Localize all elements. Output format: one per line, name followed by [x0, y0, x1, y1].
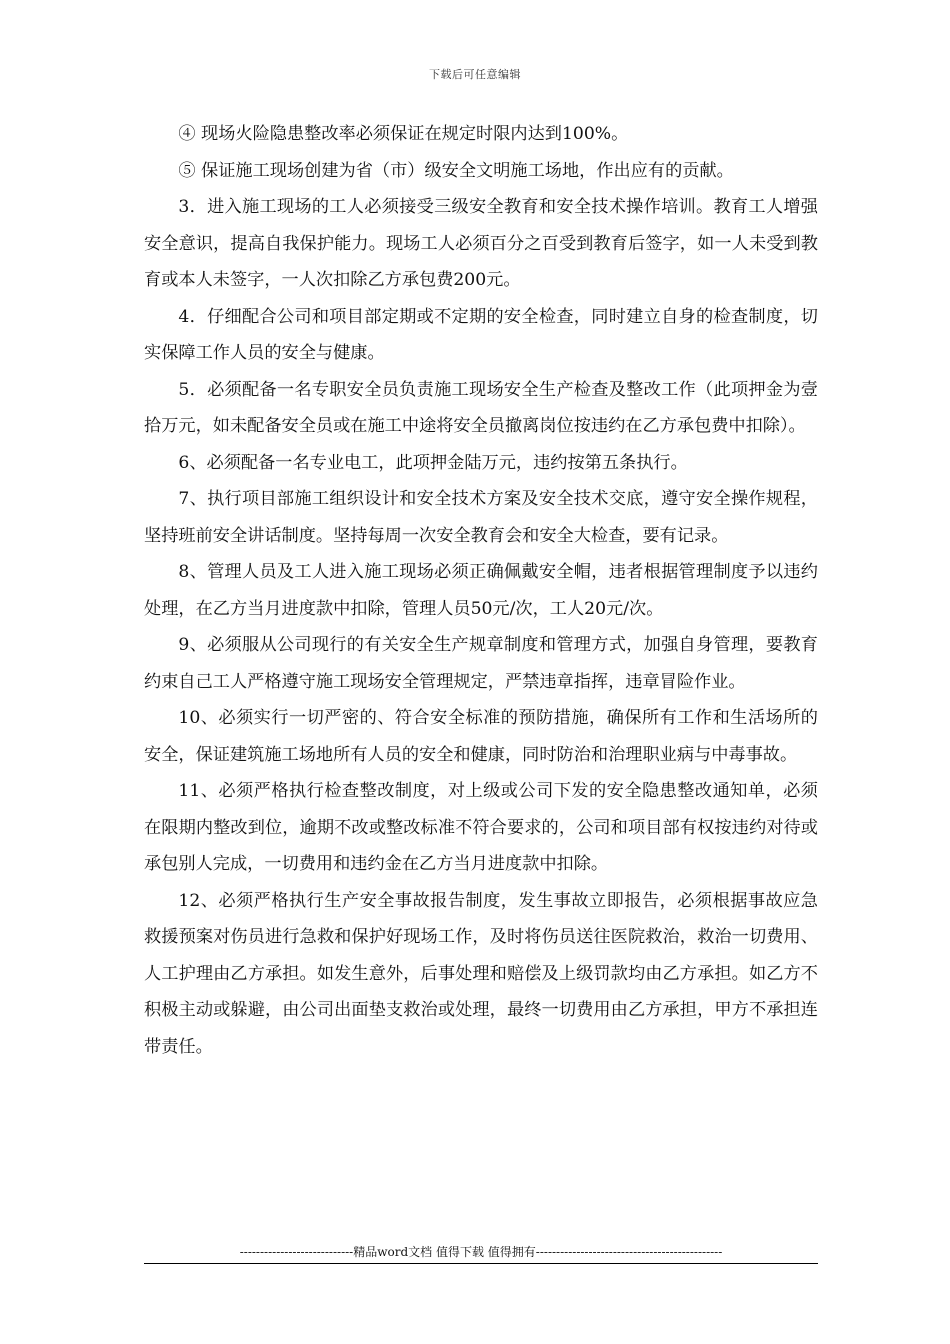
paragraph-item-5: ⑤ 保证施工现场创建为省（市）级安全文明施工场地，作出应有的贡献。 — [178, 160, 734, 181]
paragraph-clause-7: 7、执行项目部施工组织设计和安全技术方案及安全技术交底，遵守安全操作规程，坚持班前安全讲话制度。坚持每周一次安全教育会和安全大检查，要有记录。 — [144, 489, 818, 546]
paragraph-clause-9: 9、必须服从公司现行的有关安全生产规章制度和管理方式，加强自身管理，要教育约束自己工人严格遵守施工现场安全管理规定，严禁违章指挥，违章冒险作业。 — [144, 635, 818, 692]
paragraph-clause-10: 10、必须实行一切严密的、符合安全标准的预防措施，确保所有工作和生活场所的安全，保证建筑施工场地所有人员的安全和健康，同时防治和治理职业病与中毒事故。 — [144, 708, 818, 765]
paragraph-clause-12: 12、必须严格执行生产安全事故报告制度，发生事故立即报告，必须根据事故应急救援预案对伤员进行急救和保护好现场工作，及时将伤员送往医院救治，救治一切费用、人工护理由乙方承担。如发生意外，后事处理和赔偿及上级罚款均由乙方承担。如乙方不积极主动或躲避，由公司出面垫支救治或处理，最终一切费用由乙方承担，甲方不承担连带责任。 — [144, 890, 818, 1057]
paragraph-clause-5: 5．必须配备一名专职安全员负责施工现场安全生产检查及整改工作（此项押金为壹拾万元，如未配备安全员或在施工中途将安全员撤离岗位按违约在乙方承包费中扣除）。 — [144, 379, 818, 436]
footer-divider — [144, 1263, 818, 1264]
paragraph-clause-8: 8、管理人员及工人进入施工现场必须正确佩戴安全帽，违者根据管理制度予以违约处理，在乙方当月进度款中扣除，管理人员50元/次，工人20元/次。 — [144, 562, 818, 619]
paragraph-clause-4: 4．仔细配合公司和项目部定期或不定期的安全检查，同时建立自身的检查制度，切实保障工作人员的安全与健康。 — [144, 306, 818, 363]
paragraph-clause-11: 11、必须严格执行检查整改制度，对上级或公司下发的安全隐患整改通知单，必须在限期内整改到位，逾期不改或整改标准不符合要求的，公司和项目部有权按违约对待或承包别人完成，一切费用和违约金在乙方当月进度款中扣除。 — [144, 781, 818, 874]
page-footer: ----------------------------精品word文档 值得下载 值得拥有---------------------------------------------- — [239, 1245, 723, 1259]
paragraph-clause-6: 6、必须配备一名专业电工，此项押金陆万元，违约按第五条执行。 — [178, 452, 688, 473]
paragraph-item-4: ④ 现场火险隐患整改率必须保证在规定时限内达到100%。 — [178, 124, 629, 144]
page-header: 下载后可任意编辑 — [429, 68, 521, 81]
paragraph-clause-3: 3．进入施工现场的工人必须接受三级安全教育和安全技术操作培训。教育工人增强安全意识，提高自我保护能力。现场工人必须百分之百受到教育后签字，如一人未受到教育或本人未签字，一人次扣除乙方承包费200元。 — [144, 197, 818, 290]
document-body — [144, 116, 818, 1065]
